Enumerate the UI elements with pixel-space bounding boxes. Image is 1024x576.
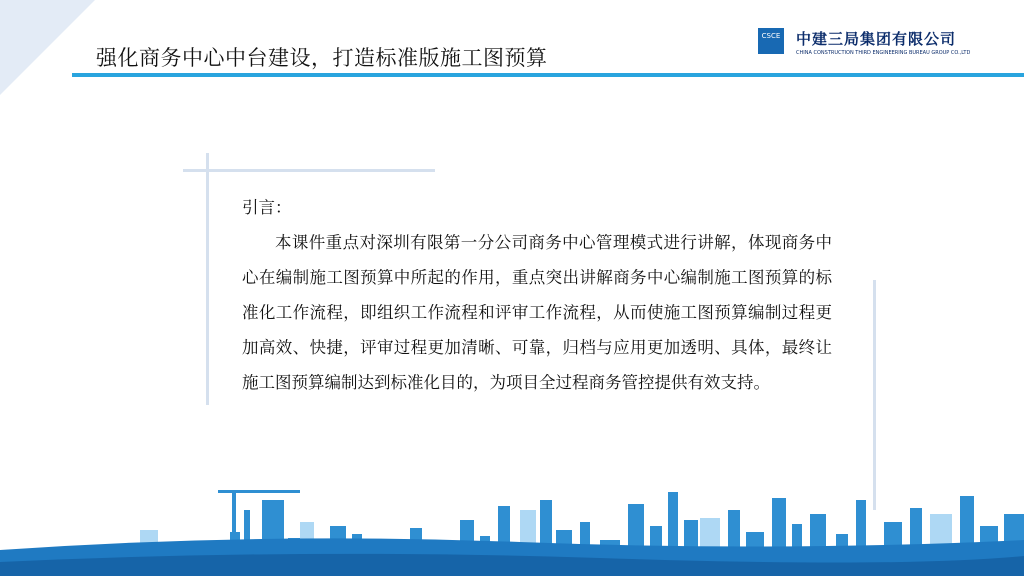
intro-paragraph: 本课件重点对深圳有限第一分公司商务中心管理模式进行讲解，体现商务中心在编制施工图预算中所起的作用，重点突出讲解商务中心编制施工图预算的标准化工作流程，即组织工作流程和评审工作流程，从而使施工图预算编制过程更加高效、快捷，评审过程更加清晰、可靠，归档与应用更加透明、具体，最终让施工图预算编制达到标准化目的，为项目全过程商务管控提供有效支持。 bbox=[242, 233, 832, 392]
page-title: 强化商务中心中台建设，打造标准版施工图预算 bbox=[96, 46, 548, 70]
company-name: 中建三局集团有限公司 bbox=[796, 30, 957, 48]
frame-line-left bbox=[206, 153, 209, 405]
content-text bbox=[242, 190, 832, 400]
intro-label: 引言： bbox=[242, 198, 292, 217]
company-english-name: CHINA CONSTRUCTION THIRD ENGINEERING BUREAU GROUP CO.,LTD bbox=[796, 50, 971, 56]
company-logo bbox=[758, 26, 1008, 62]
logo-icon: CSCE bbox=[758, 28, 784, 54]
title-underline bbox=[72, 73, 1024, 77]
city-skyline-decoration bbox=[0, 470, 1024, 576]
frame-line-top bbox=[183, 169, 435, 172]
corner-decoration bbox=[0, 0, 100, 100]
